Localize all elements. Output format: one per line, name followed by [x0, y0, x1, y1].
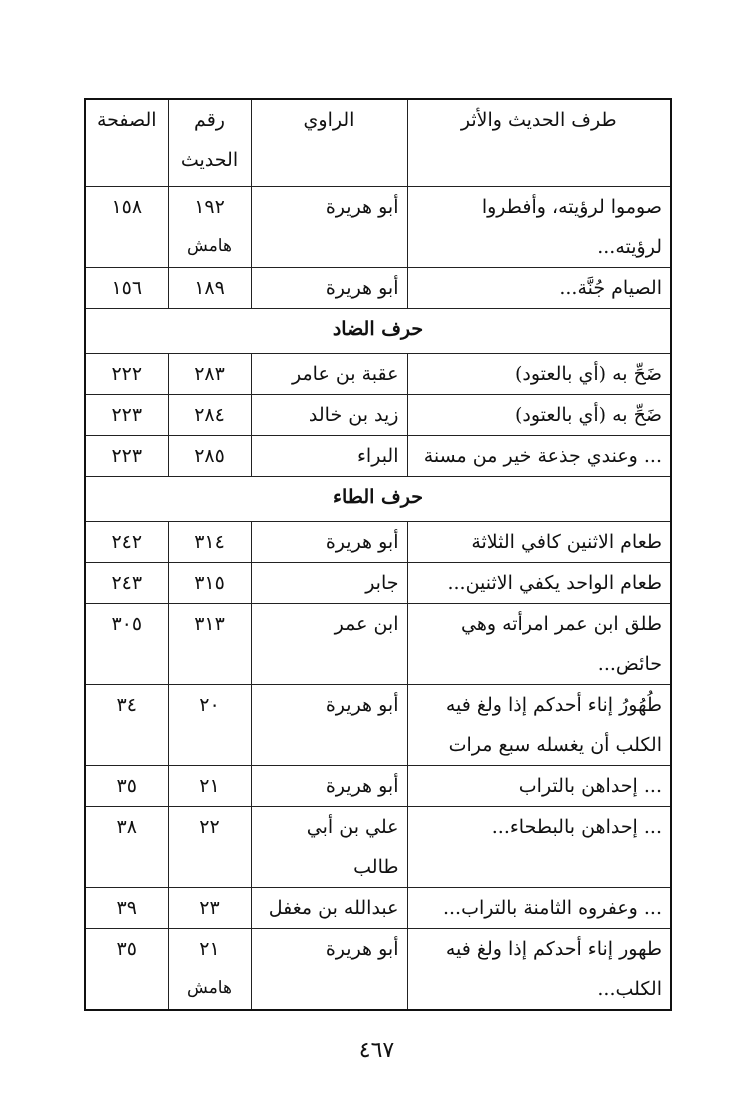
row-narrator: أبو هريرة — [251, 187, 407, 268]
row-narrator: زيد بن خالد — [251, 395, 407, 436]
row-page: ٢٢٣ — [85, 395, 168, 436]
row-page: ٢٤٢ — [85, 522, 168, 563]
row-narrator: أبو هريرة — [251, 685, 407, 766]
section-heading-dad: حرف الضاد — [85, 309, 671, 354]
row-text: ... إحداهن بالبطحاء... — [407, 807, 671, 888]
row-narrator: عبدالله بن مغفل — [251, 888, 407, 929]
row-text: طعام الاثنين كافي الثلاثة — [407, 522, 671, 563]
row-number-cell — [168, 929, 251, 1011]
row-narrator: أبو هريرة — [251, 268, 407, 309]
row-page: ٣٥ — [85, 766, 168, 807]
header-narrator: الراوي — [251, 99, 407, 187]
table-row — [85, 807, 671, 888]
row-page: ٢٢٢ — [85, 354, 168, 395]
hadith-index-table — [84, 98, 672, 1011]
table-row — [85, 522, 671, 563]
row-text: ... إحداهن بالتراب — [407, 766, 671, 807]
table-row — [85, 929, 671, 1011]
row-page: ٣٩ — [85, 888, 168, 929]
section-row — [85, 477, 671, 522]
row-narrator: جابر — [251, 563, 407, 604]
row-narrator: عقبة بن عامر — [251, 354, 407, 395]
row-page: ٣٠٥ — [85, 604, 168, 685]
row-page: ١٥٨ — [85, 187, 168, 268]
row-page: ٣٨ — [85, 807, 168, 888]
row-narrator: أبو هريرة — [251, 766, 407, 807]
row-text: طُهُورُ إناء أحدكم إذا ولغ فيه الكلب أن يغسله سبع مرات — [407, 685, 671, 766]
row-page: ١٥٦ — [85, 268, 168, 309]
row-number: ١٨٩ — [168, 268, 251, 309]
row-page: ٢٤٣ — [85, 563, 168, 604]
row-page: ٣٤ — [85, 685, 168, 766]
table-row — [85, 436, 671, 477]
row-number: ٢٨٥ — [168, 436, 251, 477]
row-text: الصيام جُنَّة... — [407, 268, 671, 309]
header-number: رقم الحديث — [168, 99, 251, 187]
row-number-cell — [168, 187, 251, 268]
row-page: ٣٥ — [85, 929, 168, 1011]
table-header-row — [85, 99, 671, 187]
row-number-note: هامش — [187, 236, 232, 256]
table-row — [85, 395, 671, 436]
row-page: ٢٢٣ — [85, 436, 168, 477]
row-number: ٢٨٣ — [168, 354, 251, 395]
row-text: طلق ابن عمر امرأته وهي حائض... — [407, 604, 671, 685]
table-row — [85, 888, 671, 929]
row-number: ١٩٢ — [194, 196, 225, 218]
row-number: ٢١ — [168, 766, 251, 807]
row-text: صوموا لرؤيته، وأفطروا لرؤيته... — [407, 187, 671, 268]
row-number: ٣١٤ — [168, 522, 251, 563]
table-row — [85, 685, 671, 766]
row-narrator: ابن عمر — [251, 604, 407, 685]
header-page: الصفحة — [85, 99, 168, 187]
row-text: ... وعندي جذعة خير من مسنة — [407, 436, 671, 477]
row-narrator: أبو هريرة — [251, 522, 407, 563]
section-row — [85, 309, 671, 354]
row-number: ٣١٥ — [168, 563, 251, 604]
row-narrator: علي بن أبي طالب — [251, 807, 407, 888]
row-text: طهور إناء أحدكم إذا ولغ فيه الكلب... — [407, 929, 671, 1011]
table-row — [85, 604, 671, 685]
row-text: طعام الواحد يكفي الاثنين... — [407, 563, 671, 604]
row-text: ... وعفروه الثامنة بالتراب... — [407, 888, 671, 929]
table-row — [85, 354, 671, 395]
row-number: ٢٣ — [168, 888, 251, 929]
row-number: ٢٨٤ — [168, 395, 251, 436]
row-narrator: أبو هريرة — [251, 929, 407, 1011]
table-row — [85, 268, 671, 309]
header-text: طرف الحديث والأثر — [407, 99, 671, 187]
row-number-note: هامش — [187, 978, 232, 998]
row-number: ٢٢ — [168, 807, 251, 888]
row-text: ضَحِّ به (أي بالعتود) — [407, 354, 671, 395]
row-text: ضَحِّ به (أي بالعتود) — [407, 395, 671, 436]
section-heading-ta: حرف الطاء — [85, 477, 671, 522]
row-number: ٢١ — [199, 938, 220, 960]
row-number: ٢٠ — [168, 685, 251, 766]
row-narrator: البراء — [251, 436, 407, 477]
row-number: ٣١٣ — [168, 604, 251, 685]
page-number: ٤٦٧ — [358, 1038, 395, 1063]
table-row — [85, 766, 671, 807]
table-row — [85, 563, 671, 604]
table-row — [85, 187, 671, 268]
